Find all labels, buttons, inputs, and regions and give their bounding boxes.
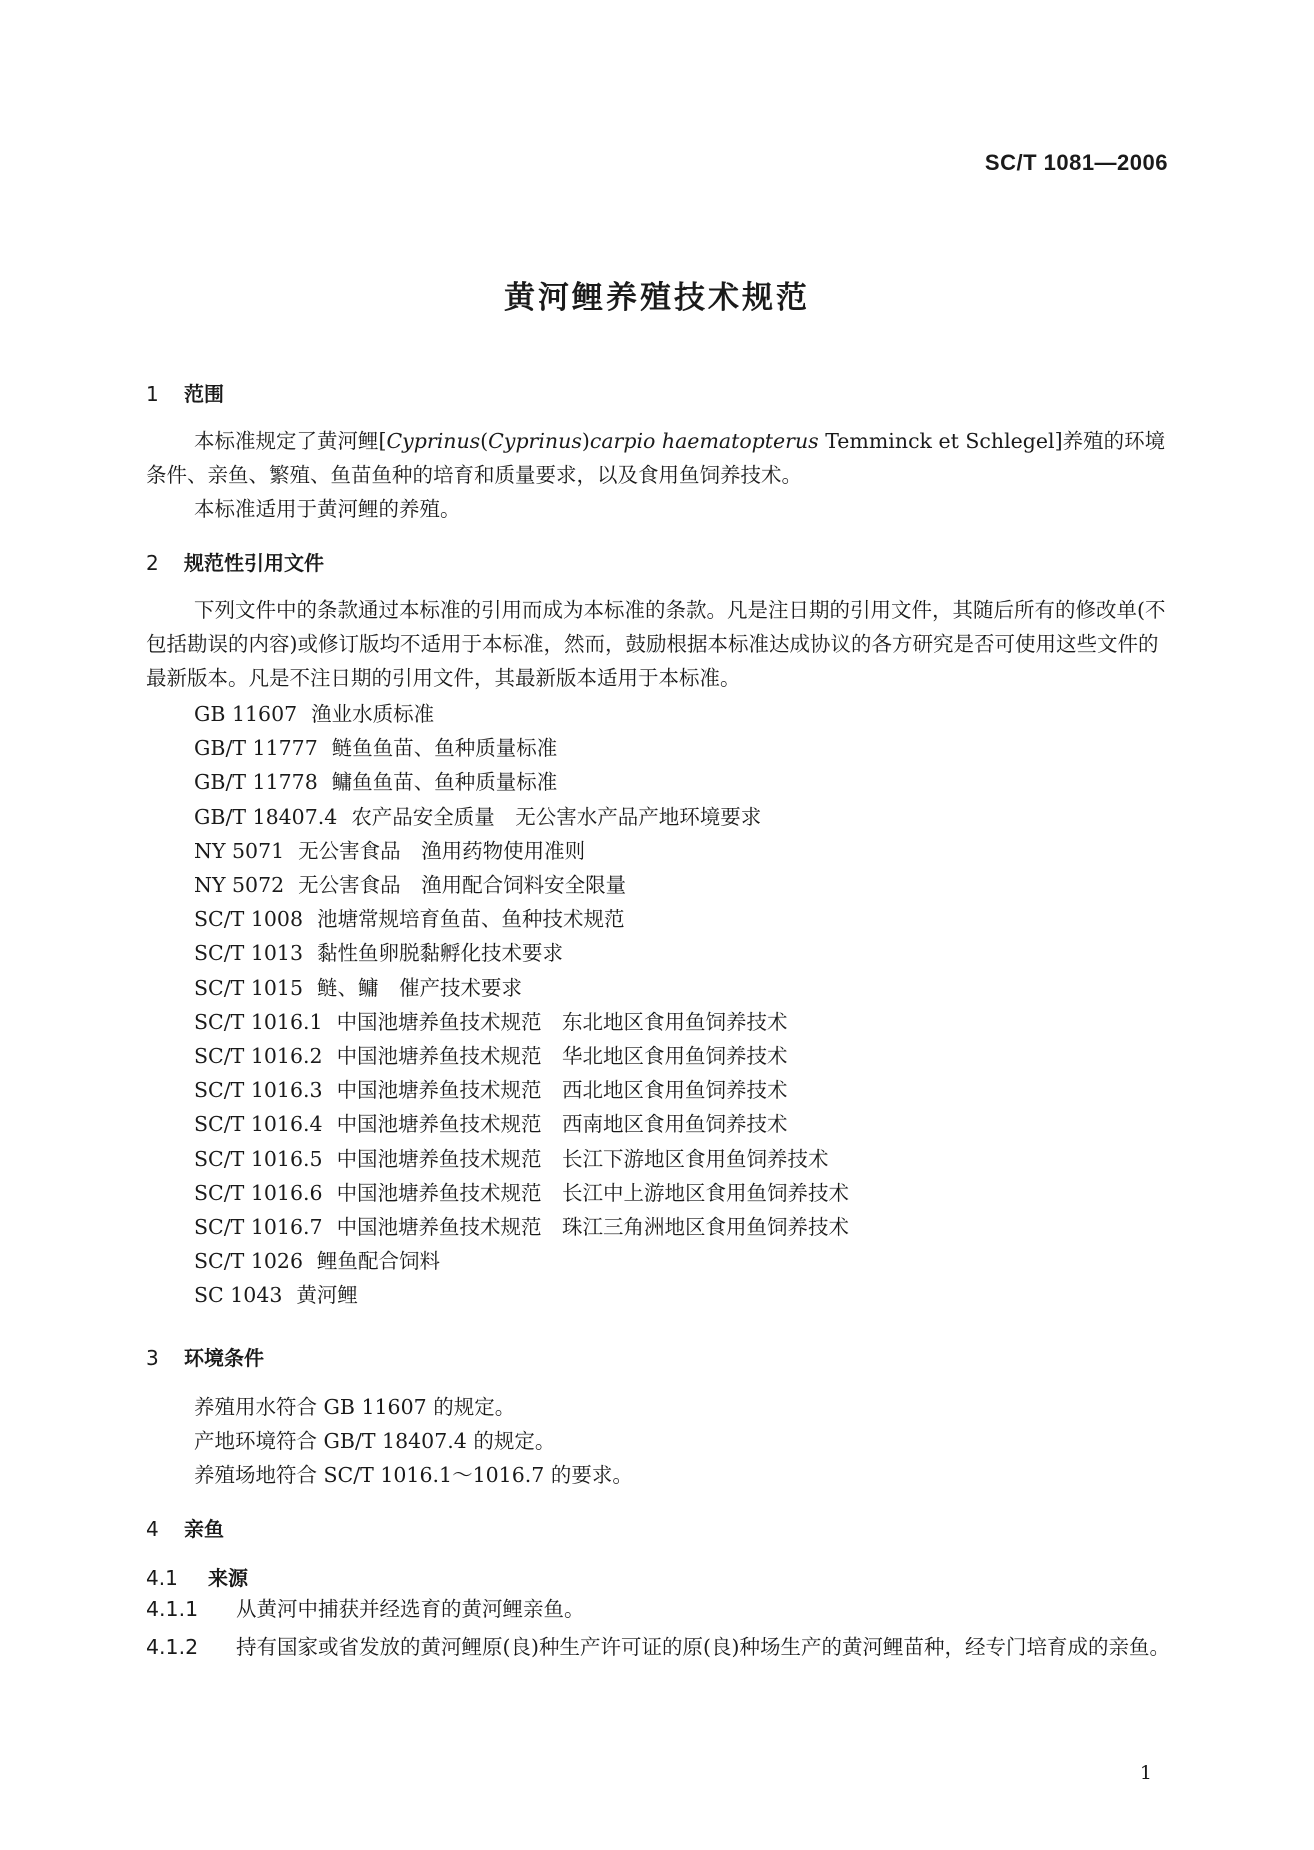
reference-title: 黄河鲤	[296, 1283, 358, 1308]
reference-title: 中国池塘养鱼技术规范 珠江三角洲地区食用鱼饲养技术	[336, 1215, 850, 1239]
reference-title: 黏性鱼卵脱黏孵化技术要求	[317, 941, 563, 966]
reference-item	[194, 1244, 440, 1274]
reference-title: 鲢鱼鱼苗、鱼种质量标准	[331, 736, 558, 761]
reference-title: 鳙鱼鱼苗、鱼种质量标准	[331, 770, 558, 795]
environment-line-1: 养殖用水符合 GB 11607 的规定。	[194, 1395, 516, 1419]
reference-title: 渔业水质标准	[311, 702, 435, 726]
reference-title: 中国池塘养鱼技术规范 长江下游地区食用鱼饲养技术	[336, 1146, 829, 1171]
reference-title: 鲢、鳙 催产技术要求	[317, 975, 522, 1000]
section-heading-broodstock: 4 亲鱼	[146, 1517, 224, 1541]
reference-code: SC/T 1015	[194, 975, 303, 1000]
clause-4-1-2: 4.1.2 持有国家或省发放的黄河鲤原(良)种生产许可证的原(良)种场生产的黄河鲤苗种，经专门培育成的亲鱼。	[146, 1635, 1170, 1659]
reference-item	[194, 1176, 849, 1206]
environment-line-3: 养殖场地符合 SC/T 1016.1～1016.7 的要求。	[194, 1463, 633, 1487]
reference-title: 鲤鱼配合饲料	[317, 1249, 440, 1274]
reference-item	[194, 902, 625, 932]
reference-item	[194, 1107, 788, 1137]
reference-title: 中国池塘养鱼技术规范 东北地区食用鱼饲养技术	[336, 1009, 788, 1034]
scope-paragraph-2: 本标准适用于黄河鲤的养殖。	[194, 497, 461, 521]
reference-code: SC/T 1016.5	[194, 1146, 323, 1171]
reference-title: 中国池塘养鱼技术规范 长江中上游地区食用鱼饲养技术	[336, 1180, 850, 1205]
reference-code: SC/T 1026	[194, 1249, 303, 1274]
reference-code: SC/T 1016.4	[194, 1112, 323, 1137]
reference-item	[194, 1210, 849, 1240]
reference-code: SC/T 1016.6	[194, 1180, 323, 1205]
reference-item	[194, 936, 563, 966]
reference-code: SC/T 1013	[194, 941, 303, 966]
section-title: 范围	[184, 382, 224, 406]
normative-intro: 下列文件中的条款通过本标准的引用而成为本标准的条款。凡是注日期的引用文件，其随后所有的修改单(不包括勘误的内容)或修订版均不适用于本标准，然而，鼓励根据本标准达成协议的各方研究是否可使用这些文件的最新版本。凡是不注日期的引用文件，其最新版本适用于本标准。	[146, 598, 1166, 690]
reference-title: 中国池塘养鱼技术规范 西南地区食用鱼饲养技术	[336, 1112, 788, 1137]
reference-item	[194, 697, 434, 727]
subsection-heading-source: 4.1 来源	[146, 1566, 248, 1590]
environment-line-2: 产地环境符合 GB/T 18407.4 的规定。	[194, 1429, 556, 1453]
page-number: 1	[1139, 1762, 1152, 1784]
reference-code: SC/T 1016.2	[194, 1044, 323, 1068]
reference-item	[194, 731, 557, 761]
reference-code: GB/T 11778	[194, 770, 318, 795]
reference-code: SC/T 1016.1	[194, 1009, 323, 1034]
reference-code: NY 5072	[194, 873, 285, 897]
reference-code: GB/T 18407.4	[194, 804, 338, 829]
reference-item	[194, 834, 585, 864]
reference-code: SC/T 1008	[194, 907, 303, 932]
reference-title: 中国池塘养鱼技术规范 华北地区食用鱼饲养技术	[336, 1044, 788, 1068]
reference-item	[194, 1142, 829, 1172]
reference-title: 池塘常规培育鱼苗、鱼种技术规范	[317, 907, 625, 932]
section-heading-environment: 3 环境条件	[146, 1346, 264, 1370]
reference-code: NY 5071	[194, 838, 285, 863]
reference-item	[194, 1278, 358, 1308]
section-number: 1	[146, 382, 159, 406]
reference-item	[194, 1039, 788, 1069]
reference-title: 无公害食品 渔用配合饲料安全限量	[298, 873, 627, 897]
reference-code: GB 11607	[194, 702, 298, 726]
reference-code: SC/T 1016.7	[194, 1215, 323, 1239]
clause-4-1-1: 4.1.1 从黄河中捕获并经选育的黄河鲤亲鱼。	[146, 1597, 585, 1621]
reference-item	[194, 1005, 788, 1035]
reference-item	[194, 868, 626, 898]
reference-item	[194, 800, 761, 830]
standard-code: SC/T 1081—2006	[984, 150, 1168, 175]
reference-title: 无公害食品 渔用药物使用准则	[298, 838, 586, 863]
reference-code: GB/T 11777	[194, 736, 318, 761]
reference-title: 中国池塘养鱼技术规范 西北地区食用鱼饲养技术	[336, 1078, 788, 1103]
document-title: 黄河鲤养殖技术规范	[504, 280, 810, 316]
scope-paragraph-1: 本标准规定了黄河鲤[Cyprinus(Cyprinus)carpio haematopterus Temminck et Schlegel]养殖的环境条件、亲鱼、繁殖、鱼苗鱼种的培育和质量要求，以及食用鱼饲养技术。	[146, 429, 1166, 487]
reference-code: SC 1043	[194, 1283, 283, 1308]
reference-item	[194, 765, 557, 795]
reference-code: SC/T 1016.3	[194, 1078, 323, 1103]
reference-item	[194, 971, 522, 1001]
section-heading-normative: 2 规范性引用文件	[146, 551, 324, 575]
section-heading-scope	[146, 378, 224, 407]
reference-title: 农产品安全质量 无公害水产品产地环境要求	[351, 804, 762, 829]
reference-item	[194, 1073, 788, 1103]
